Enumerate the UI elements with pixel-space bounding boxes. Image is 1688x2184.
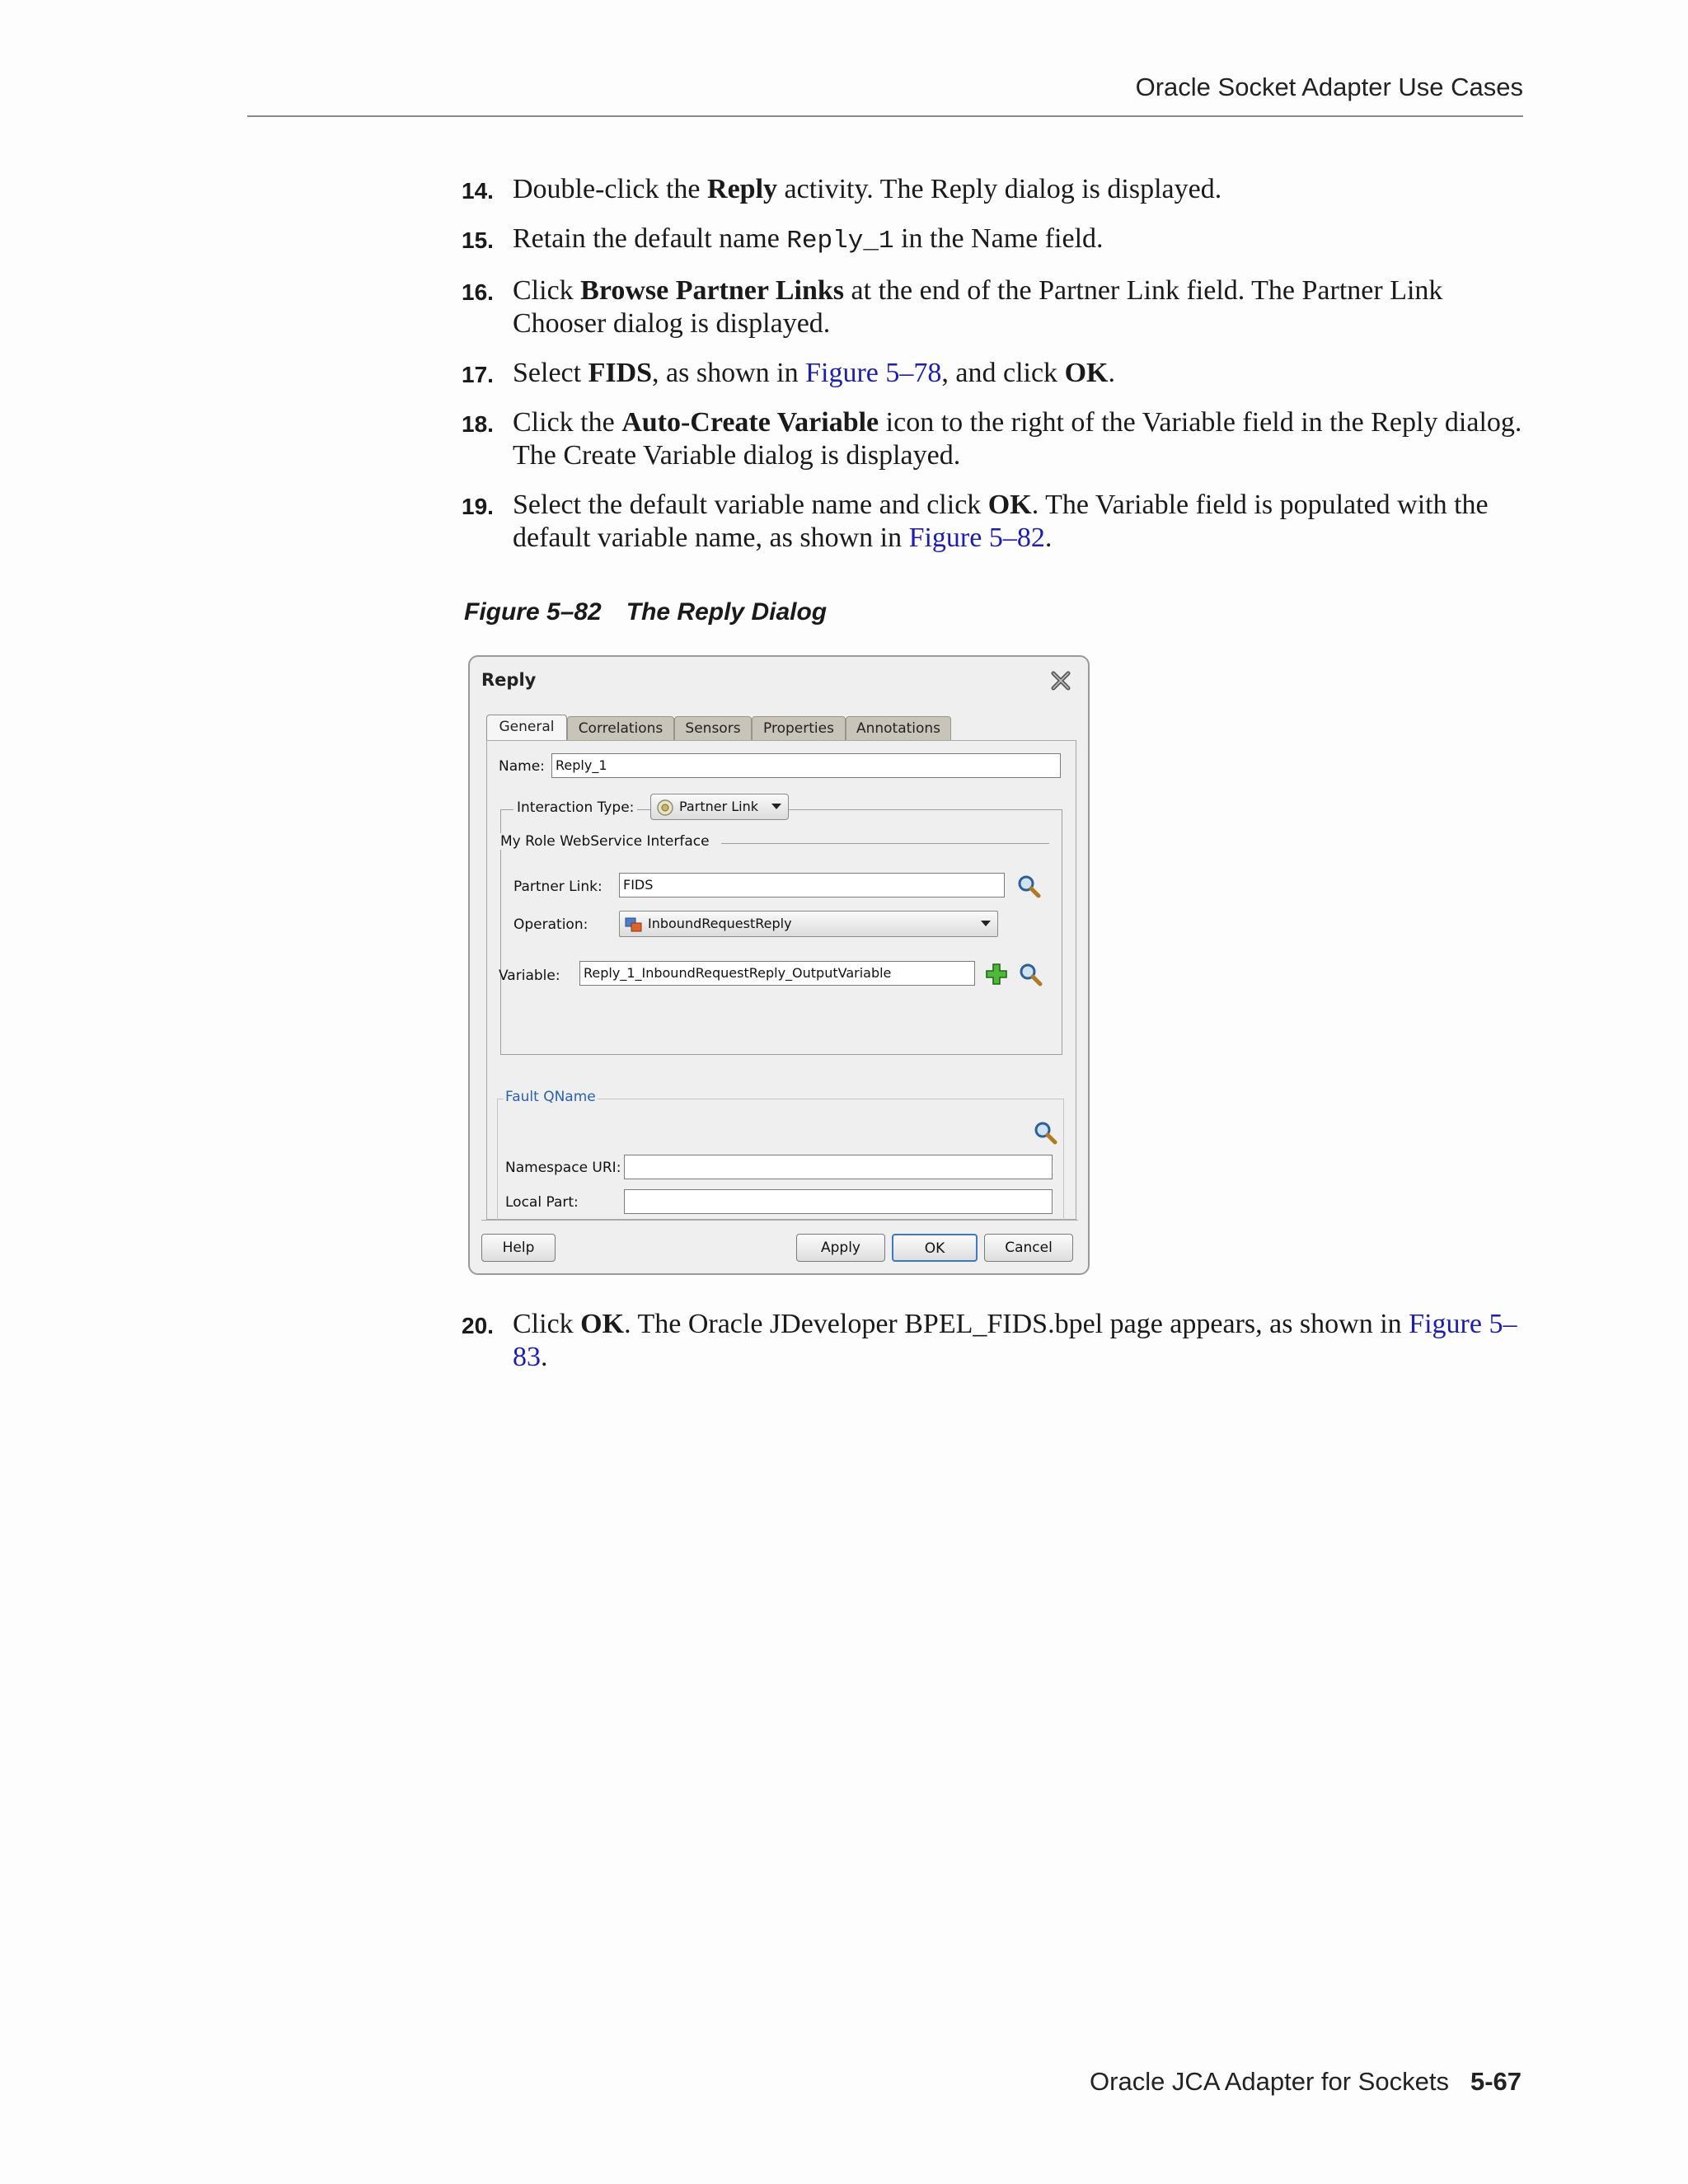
fault-qname-label: Fault QName [505,1089,596,1105]
operation-icon [625,916,643,933]
bold-term: FIDS [588,358,653,388]
figure-title: The Reply Dialog [626,598,828,626]
figure-link[interactable]: Figure 5–82 [908,523,1045,553]
tab-sensors[interactable]: Sensors [674,716,752,740]
tab-properties[interactable]: Properties [752,716,846,740]
step-text: Retain the default name [513,223,787,254]
chevron-down-icon [981,921,991,927]
step-list-continued [462,1308,1533,1390]
step-text: Select the default variable name and click [513,490,988,520]
close-icon[interactable] [1048,668,1073,693]
cancel-button[interactable]: Cancel [984,1234,1073,1262]
variable-input[interactable]: Reply_1_InboundRequestReply_OutputVariable [579,961,975,986]
page-number: 5-67 [1470,2067,1522,2096]
auto-create-variable-icon[interactable] [985,963,1008,986]
step-text: . The Oracle JDeveloper BPEL_FIDS.bpel page appears, as shown in [624,1309,1409,1339]
step-text: , as shown in [652,358,806,388]
step-number: 18. [462,411,494,437]
page-footer [1090,2067,1522,2097]
browse-partner-links-icon[interactable] [1016,874,1041,898]
bold-term: Browse Partner Links [580,275,845,306]
step-text: . [1108,358,1115,388]
step-text: Select [513,358,588,388]
step-number: 16. [462,279,494,305]
step [462,223,1533,258]
operation-label: Operation: [513,916,588,933]
apply-button[interactable]: Apply [796,1234,885,1262]
step-text: Double-click the [513,174,708,204]
figure-link[interactable]: Figure 5–78 [805,358,942,388]
operation-select[interactable] [619,911,998,937]
step-text: , and click [941,358,1065,388]
name-label: Name: [499,758,545,775]
tab-correlations[interactable]: Correlations [567,716,674,740]
dialog-title: Reply [481,670,537,690]
step [462,489,1533,555]
namespace-uri-input[interactable] [624,1155,1053,1179]
reply-dialog [468,655,1090,1275]
step-text: . The Variable field is populated with the default variable name, as shown in [513,490,1489,553]
local-part-input[interactable] [624,1189,1053,1214]
step-number: 15. [462,227,494,253]
step-text: in the Name field. [893,223,1104,254]
general-panel [486,740,1076,1220]
local-part-label: Local Part: [505,1194,579,1211]
partner-link-input[interactable]: FIDS [619,873,1005,898]
variable-label: Variable: [499,968,560,984]
chevron-down-icon [771,804,781,810]
step [462,173,1533,206]
step-number: 20. [462,1313,494,1338]
header-rule [247,115,1523,117]
step-text: activity. The Reply dialog is displayed. [777,174,1222,204]
step [462,274,1533,340]
interaction-type-select[interactable] [650,794,789,820]
step-text: at the end of the Partner Link field. The Partner Link Chooser dialog is displayed. [513,275,1443,339]
tab-general[interactable]: General [486,715,567,742]
step [462,406,1533,472]
step-number: 17. [462,362,494,387]
step [462,357,1533,390]
footer-book: Oracle JCA Adapter for Sockets [1090,2067,1449,2096]
name-input[interactable]: Reply_1 [551,753,1061,778]
partner-link-icon [656,799,674,817]
browse-fault-icon[interactable] [1033,1120,1057,1145]
step-number: 19. [462,494,494,519]
step-list [462,173,1533,571]
my-role-rule [721,843,1049,844]
step-text: . [541,1342,548,1372]
bold-term: Auto-Create Variable [621,407,879,438]
running-header: Oracle Socket Adapter Use Cases [1135,73,1523,101]
step-number: 14. [462,178,494,204]
step-text: . [1044,523,1053,553]
bold-term: OK [580,1309,625,1339]
help-button[interactable]: Help [481,1234,556,1262]
browse-variables-icon[interactable] [1018,962,1043,987]
code-term: Reply_1 [786,227,894,255]
step-text: Click [513,275,581,306]
bold-term: OK [987,490,1032,520]
interaction-type-label: Interaction Type: [513,799,637,816]
namespace-uri-label: Namespace URI: [505,1160,621,1176]
bold-term: Reply [707,174,778,204]
ok-button[interactable]: OK [892,1234,978,1262]
figure-label: Figure 5–82 [464,598,602,626]
figure-caption [464,598,827,626]
step-text: icon to the right of the Variable field in the Reply dialog. The Create Variable dialog is displayed. [513,407,1522,471]
figure-link[interactable]: Figure 5–83 [513,1309,1517,1372]
interaction-type-value: Partner Link [679,799,758,814]
tab-annotations[interactable]: Annotations [846,716,951,740]
step-text: Click [513,1309,581,1339]
bold-term: OK [1064,358,1109,388]
step [462,1308,1533,1374]
operation-value: InboundRequestReply [648,916,792,931]
my-role-label: My Role WebService Interface [499,833,715,850]
step-text: Click the [513,407,622,438]
button-divider [481,1220,1078,1221]
partner-link-label: Partner Link: [513,879,603,895]
